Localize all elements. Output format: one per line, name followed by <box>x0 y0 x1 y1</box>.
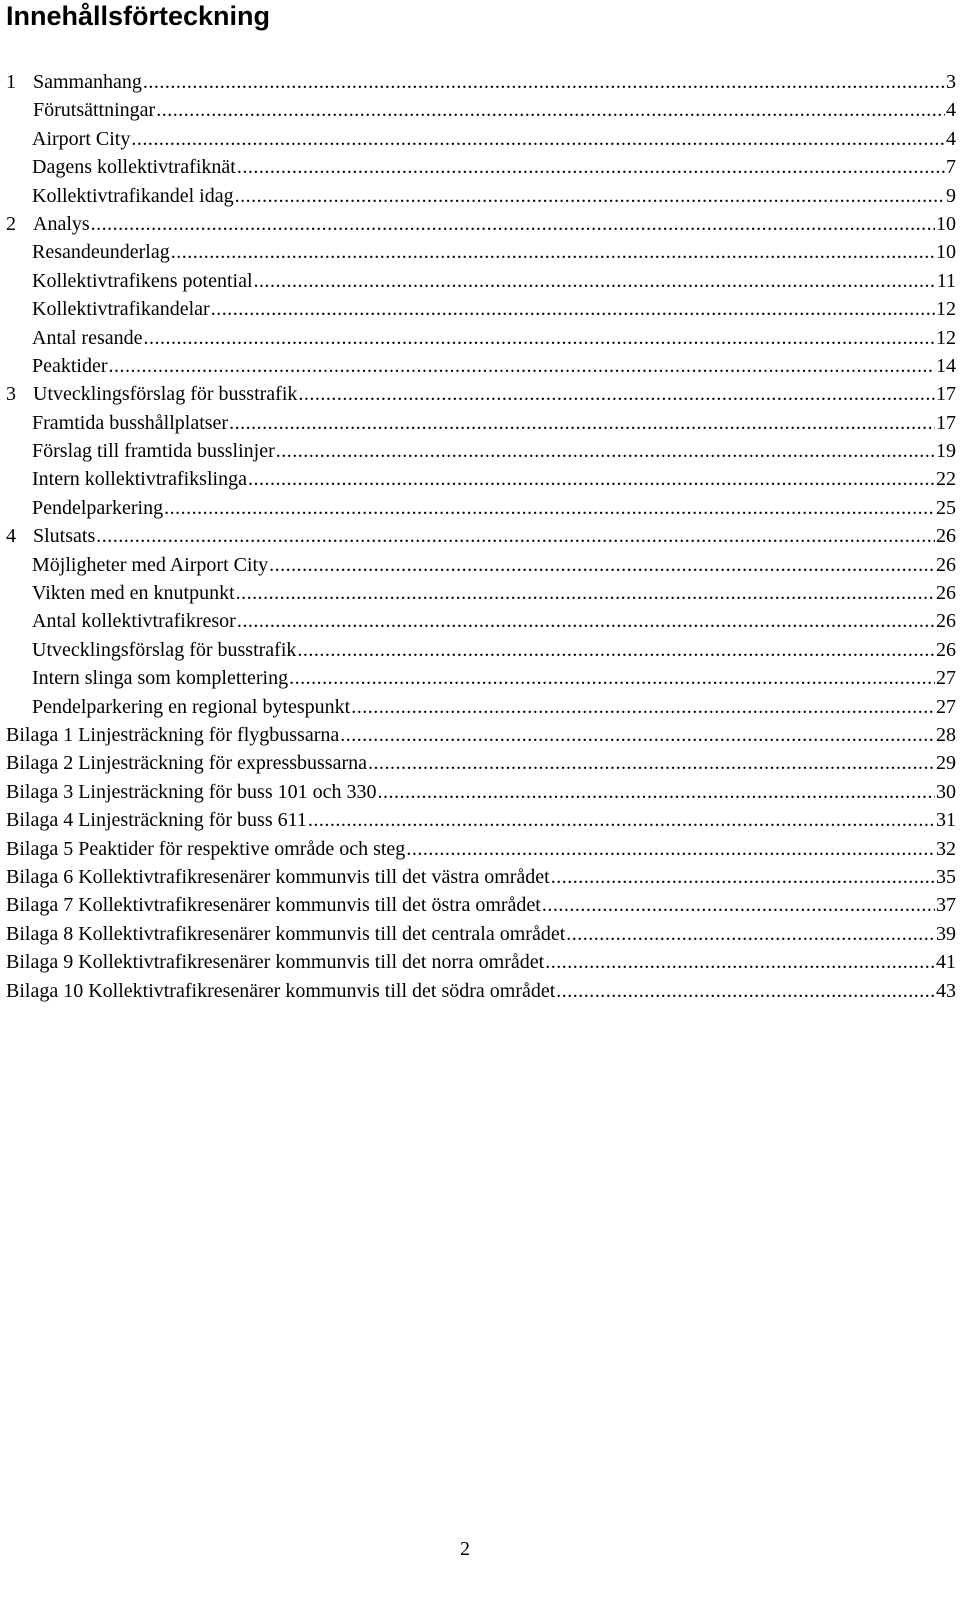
toc-entry[interactable] <box>6 551 956 579</box>
toc-entry-label: Kollektivtrafikandel idag <box>32 184 234 207</box>
toc-entry-page: 29 <box>936 752 956 775</box>
toc-dot-leader <box>96 522 935 550</box>
toc-entry-label: Framtida busshållplatser <box>32 411 229 434</box>
toc-entry[interactable] <box>6 863 956 891</box>
toc-entry-label: Bilaga 1 Linjesträckning för flygbussarna <box>6 723 340 746</box>
toc-dot-leader <box>236 579 935 607</box>
toc-entry-label: Kollektivtrafikandelar <box>32 298 210 321</box>
toc-entry[interactable] <box>6 409 956 437</box>
toc-entry-label: Airport City <box>32 127 131 150</box>
toc-entry-page: 7 <box>946 156 956 179</box>
toc-dot-leader <box>248 465 935 493</box>
toc-entry-label: Bilaga 4 Linjesträckning för buss 611 <box>6 809 307 832</box>
toc-entry-number: 2 <box>6 212 16 235</box>
toc-entry-page: 26 <box>936 553 956 576</box>
toc-dot-leader <box>237 607 935 635</box>
toc-dot-leader <box>406 835 935 863</box>
toc-entry[interactable] <box>6 522 956 550</box>
toc-entry-label: Bilaga 7 Kollektivtrafikresenärer kommunvis till det östra området <box>6 894 541 917</box>
toc-entry[interactable] <box>6 494 956 522</box>
toc-dot-leader <box>297 636 935 664</box>
toc-dot-leader <box>235 182 945 210</box>
toc-dot-leader <box>276 437 935 465</box>
toc-entry[interactable] <box>6 352 956 380</box>
toc-entry[interactable] <box>6 182 956 210</box>
toc-entry-page: 25 <box>936 496 956 519</box>
toc-dot-leader <box>368 749 935 777</box>
toc-entry-label: Bilaga 3 Linjesträckning för buss 101 och 330 <box>6 780 377 803</box>
toc-dot-leader <box>542 891 935 919</box>
toc-entry-label: Utvecklingsförslag för busstrafik <box>33 383 298 406</box>
toc-entry-page: 27 <box>936 667 956 690</box>
toc-dot-leader <box>289 664 935 692</box>
toc-dot-leader <box>144 324 935 352</box>
toc-entry-page: 17 <box>936 411 956 434</box>
toc-entry-label: Dagens kollektivtrafiknät <box>32 156 236 179</box>
toc-dot-leader <box>351 693 935 721</box>
toc-entry-page: 14 <box>936 354 956 377</box>
toc-dot-leader <box>211 295 935 323</box>
toc-entry-page: 26 <box>936 525 956 548</box>
toc-entry[interactable] <box>6 835 956 863</box>
toc-entry[interactable] <box>6 68 956 96</box>
toc-entry-page: 26 <box>936 582 956 605</box>
toc-entry[interactable] <box>6 721 956 749</box>
toc-entry-label: Bilaga 8 Kollektivtrafikresenärer kommunvis till det centrala området <box>6 922 566 945</box>
toc-entry-page: 12 <box>936 326 956 349</box>
toc-entry-number: 4 <box>6 525 16 548</box>
toc-entry-label: Bilaga 9 Kollektivtrafikresenärer kommunvis till det norra området <box>6 951 545 974</box>
toc-entry-page: 22 <box>936 468 956 491</box>
toc-entry-page: 10 <box>936 241 956 264</box>
toc-entry-page: 26 <box>936 610 956 633</box>
toc-entry-label: Peaktider <box>32 354 108 377</box>
toc-dot-leader <box>109 352 935 380</box>
toc-entry[interactable] <box>6 267 956 295</box>
toc-entry-label: Förslag till framtida busslinjer <box>32 440 275 463</box>
toc-entry-label: Bilaga 2 Linjesträckning för expressbussarna <box>6 752 368 775</box>
toc-entry-page: 17 <box>936 383 956 406</box>
toc-entry-number: 1 <box>6 71 16 93</box>
toc-dot-leader <box>237 153 945 181</box>
toc-dot-leader <box>164 494 935 522</box>
toc-entry[interactable] <box>6 579 956 607</box>
toc-dot-leader <box>229 409 935 437</box>
toc-entry-number: 3 <box>6 383 16 406</box>
toc-entry-page: 39 <box>936 922 956 945</box>
toc-entry-page: 4 <box>946 99 956 122</box>
toc-entry-label: Sammanhang <box>33 71 142 93</box>
toc-entry[interactable] <box>6 380 956 408</box>
toc-entry[interactable] <box>6 238 956 266</box>
page-title: Innehållsförteckning <box>6 1 271 31</box>
toc-dot-leader <box>171 238 935 266</box>
toc-entry-page: 30 <box>936 780 956 803</box>
toc-entry-label: Bilaga 10 Kollektivtrafikresenärer kommunvis till det södra området <box>6 979 556 1002</box>
toc-entry-page: 9 <box>946 184 956 207</box>
toc-entry-page: 26 <box>936 638 956 661</box>
toc-entry-page: 35 <box>936 865 956 888</box>
toc-entry[interactable] <box>6 607 956 635</box>
toc-entry-page: 28 <box>936 723 956 746</box>
toc-dot-leader <box>378 778 936 806</box>
toc-entry[interactable] <box>6 125 956 153</box>
toc-entry[interactable] <box>6 96 956 124</box>
toc-dot-leader <box>566 920 935 948</box>
toc-entry[interactable] <box>6 324 956 352</box>
toc-entry-label: Vikten med en knutpunkt <box>32 582 235 605</box>
toc-entry-page: 32 <box>936 837 956 860</box>
toc-dot-leader <box>340 721 935 749</box>
toc-entry-page: 37 <box>936 894 956 917</box>
toc-entry[interactable] <box>6 437 956 465</box>
toc-entry-label: Kollektivtrafikens potential <box>32 269 253 292</box>
toc-entry-page: 4 <box>946 127 956 150</box>
toc-entry[interactable] <box>6 465 956 493</box>
toc-entry-page: 12 <box>936 298 956 321</box>
toc-entry-page: 43 <box>936 979 956 1002</box>
toc-entry-label: Intern slinga som komplettering <box>32 667 289 690</box>
toc-entry-label: Antal resande <box>32 326 143 349</box>
table-of-contents <box>6 68 956 1005</box>
toc-entry-label: Resandeunderlag <box>32 241 170 264</box>
toc-dot-leader <box>91 210 935 238</box>
toc-entry[interactable] <box>6 295 956 323</box>
toc-entry-label: Pendelparkering <box>32 496 164 519</box>
toc-entry[interactable] <box>6 749 956 777</box>
toc-entry-label: Pendelparkering en regional bytespunkt <box>32 695 351 718</box>
toc-dot-leader <box>308 806 935 834</box>
toc-dot-leader <box>254 267 936 295</box>
toc-entry[interactable] <box>6 664 956 692</box>
toc-dot-leader <box>269 551 935 579</box>
toc-entry-page: 41 <box>936 951 956 974</box>
toc-entry-label: Förutsättningar <box>33 99 156 122</box>
toc-entry[interactable] <box>6 693 956 721</box>
toc-entry-label: Bilaga 6 Kollektivtrafikresenärer kommunvis till det västra området <box>6 865 550 888</box>
toc-dot-leader <box>156 96 945 124</box>
toc-entry[interactable] <box>6 891 956 919</box>
toc-entry[interactable] <box>6 778 956 806</box>
toc-dot-leader <box>556 977 935 1005</box>
toc-entry-label: Intern kollektivtrafikslinga <box>32 468 247 491</box>
toc-dot-leader <box>131 125 945 153</box>
toc-entry-page: 11 <box>936 269 956 292</box>
toc-entry-page: 10 <box>936 212 956 235</box>
toc-dot-leader <box>551 863 935 891</box>
toc-entry[interactable] <box>6 977 956 1005</box>
toc-dot-leader <box>143 68 945 96</box>
toc-dot-leader <box>298 380 935 408</box>
toc-entry-label: Analys <box>33 212 90 235</box>
toc-entry-label: Antal kollektivtrafikresor <box>32 610 236 633</box>
toc-entry-page: 19 <box>936 440 956 463</box>
toc-entry[interactable] <box>6 920 956 948</box>
toc-entry[interactable] <box>6 806 956 834</box>
toc-entry-page: 27 <box>936 695 956 718</box>
page-number: 2 <box>460 1538 470 1560</box>
toc-entry-page: 31 <box>936 809 956 832</box>
toc-entry[interactable] <box>6 210 956 238</box>
toc-entry-label: Slutsats <box>33 525 96 548</box>
toc-entry[interactable] <box>6 948 956 976</box>
toc-entry[interactable] <box>6 636 956 664</box>
toc-entry-label: Utvecklingsförslag för busstrafik <box>32 638 297 661</box>
toc-entry-page: 3 <box>946 71 956 93</box>
toc-entry[interactable] <box>6 153 956 181</box>
toc-entry-label: Bilaga 5 Peaktider för respektive område och steg <box>6 837 406 860</box>
toc-entry-label: Möjligheter med Airport City <box>32 553 269 576</box>
toc-dot-leader <box>545 948 935 976</box>
